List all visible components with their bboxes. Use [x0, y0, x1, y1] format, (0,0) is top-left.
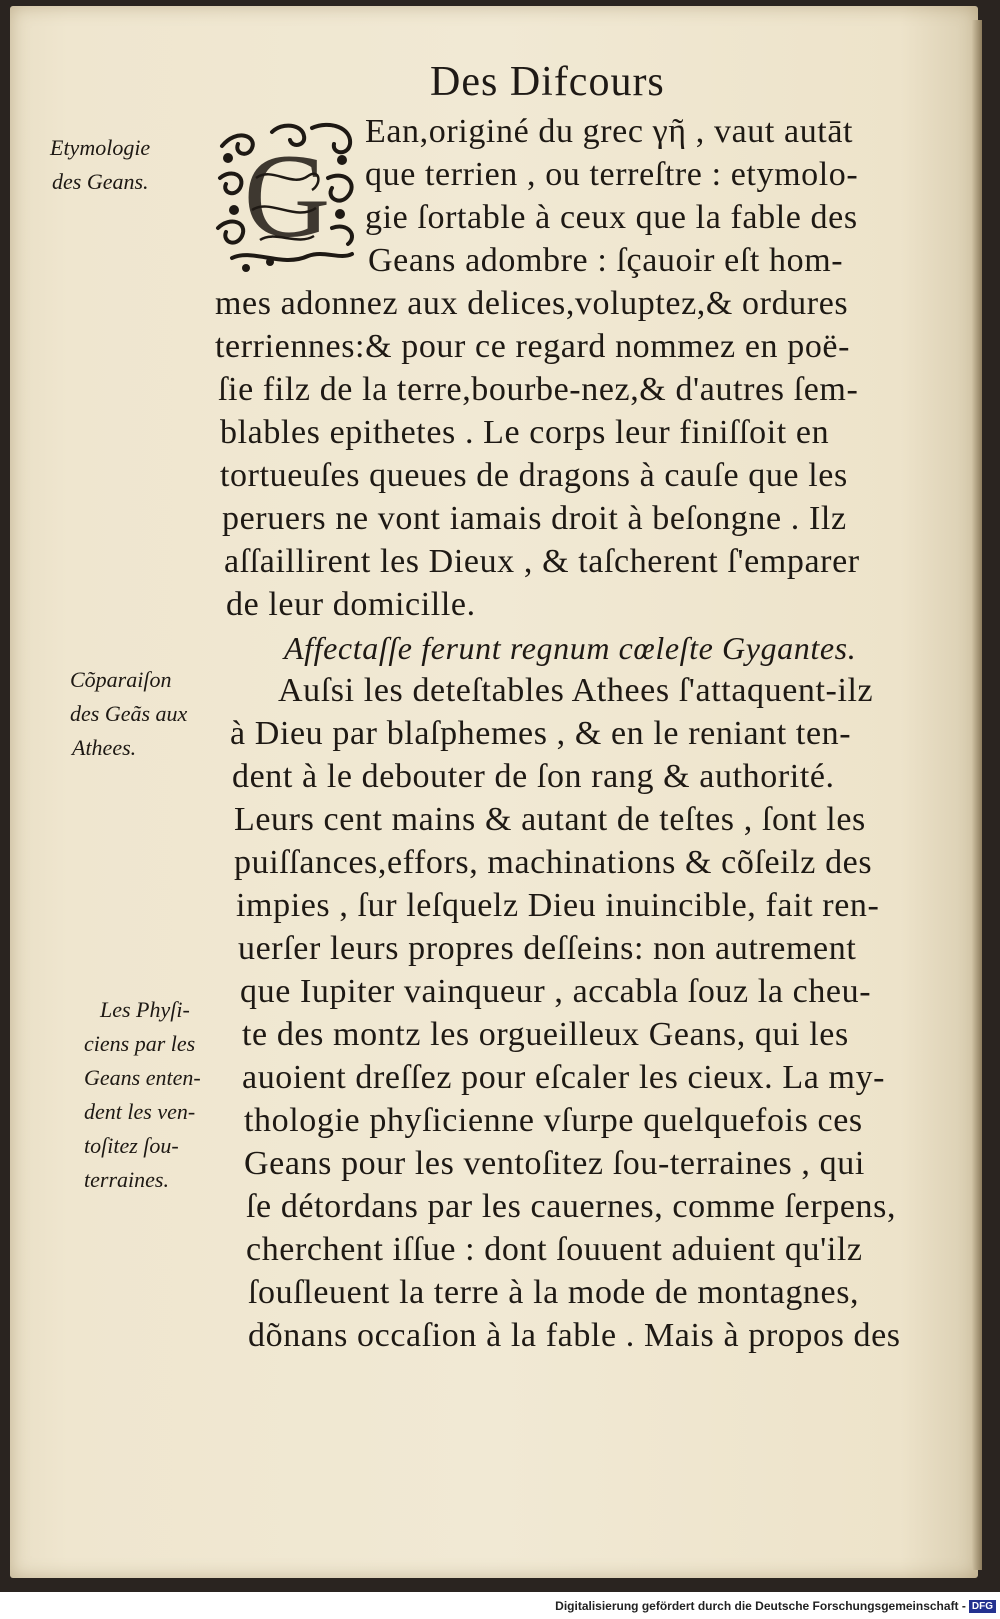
- text-line: cherchent iſſue : dont ſouuent aduient qu'ilz: [246, 1231, 863, 1268]
- dfg-logo: DFG: [969, 1600, 996, 1613]
- text-line: Auſsi les deteſtables Athees ſ'attaquent-ilz: [278, 672, 874, 709]
- text-line: peruers ne vont iamais droit à beſongne . Ilz: [222, 500, 847, 537]
- text-line: mes adonnez aux delices,voluptez,& ordures: [215, 285, 849, 322]
- text-line: auoient dreſſez pour eſcaler les cieux. La my-: [242, 1059, 886, 1096]
- margin-note-line: dent les ven-: [84, 1099, 196, 1124]
- text-line: Geans pour les ventoſitez ſou-terraines , qui: [244, 1145, 865, 1182]
- text-line: que terrien , ou terreſtre : etymolo-: [365, 156, 859, 193]
- text-line: que Iupiter vainqueur , accabla ſouz la cheu-: [240, 973, 872, 1010]
- text-line: Ean,originé du grec γῆ , vaut autāt: [365, 113, 854, 150]
- text-line: ſie filz de la terre,bourbe-nez,& d'autres ſem-: [218, 371, 859, 408]
- text-line: gie ſortable à ceux que la fable des: [365, 199, 858, 236]
- margin-note-line: des Geãs aux: [70, 701, 188, 726]
- footer-credit-text: Digitalisierung gefördert durch die Deutsche Forschungsgemeinschaft -: [555, 1599, 966, 1613]
- text-line: de leur domicille.: [226, 586, 476, 623]
- text-line: te des montz les orgueilleux Geans, qui les: [242, 1016, 849, 1053]
- text-line: ſe détordans par les cauernes, comme ſerpens,: [246, 1188, 897, 1225]
- text-line: Leurs cent mains & autant de teſtes , ſont les: [234, 801, 866, 838]
- page-edge: [972, 20, 982, 1570]
- latin-quote: Affectaſſe ferunt regnum cœleſte Gygantes.: [284, 630, 857, 666]
- footer-credit: [555, 1599, 996, 1613]
- margin-note-line: Les Phyſi-: [100, 997, 190, 1022]
- text-line: tortueuſes queues de dragons à cauſe que les: [220, 457, 848, 494]
- margin-note-line: des Geans.: [52, 169, 149, 194]
- margin-note-line: Geans enten-: [84, 1065, 201, 1090]
- text-line: à Dieu par blaſphemes , & en le reniant ten-: [230, 715, 852, 752]
- text-line: uerſer leurs propres deſſeins: non autrement: [238, 930, 857, 967]
- text-line: dõnans occaſion à la fable . Mais à propos des: [248, 1317, 901, 1354]
- running-head: Des Difcours: [430, 59, 665, 105]
- margin-note-line: Cõparaiſon: [70, 667, 172, 692]
- ornamental-drop-cap: [212, 118, 362, 276]
- text-line: blables epithetes . Le corps leur finiſſoit en: [220, 414, 830, 451]
- margin-note-line: terraines.: [84, 1167, 169, 1192]
- text-line: thologie phyſicienne vſurpe quelquefois ces: [244, 1102, 863, 1139]
- margin-note-line: Athees.: [72, 735, 137, 760]
- margin-note-line: toſitez ſou-: [84, 1133, 179, 1158]
- text-line: puiſſances,effors, machinations & cõſeilz des: [234, 844, 873, 881]
- drop-cap-letter: G: [243, 129, 331, 262]
- text-line: ſouſleuent la terre à la mode de montagnes,: [248, 1274, 860, 1311]
- text-line: impies , ſur leſquelz Dieu inuincible, fait ren-: [236, 887, 880, 924]
- text-line: aſſaillirent les Dieux , & taſcherent ſ'emparer: [224, 543, 860, 580]
- margin-note-line: Etymologie: [50, 135, 151, 160]
- margin-note-line: ciens par les: [84, 1031, 196, 1056]
- text-line: dent à le debouter de ſon rang & authorité.: [232, 758, 835, 795]
- text-line: Geans adombre : ſçauoir eſt hom-: [368, 242, 844, 279]
- text-line: terriennes:& pour ce regard nommez en poë-: [215, 328, 851, 365]
